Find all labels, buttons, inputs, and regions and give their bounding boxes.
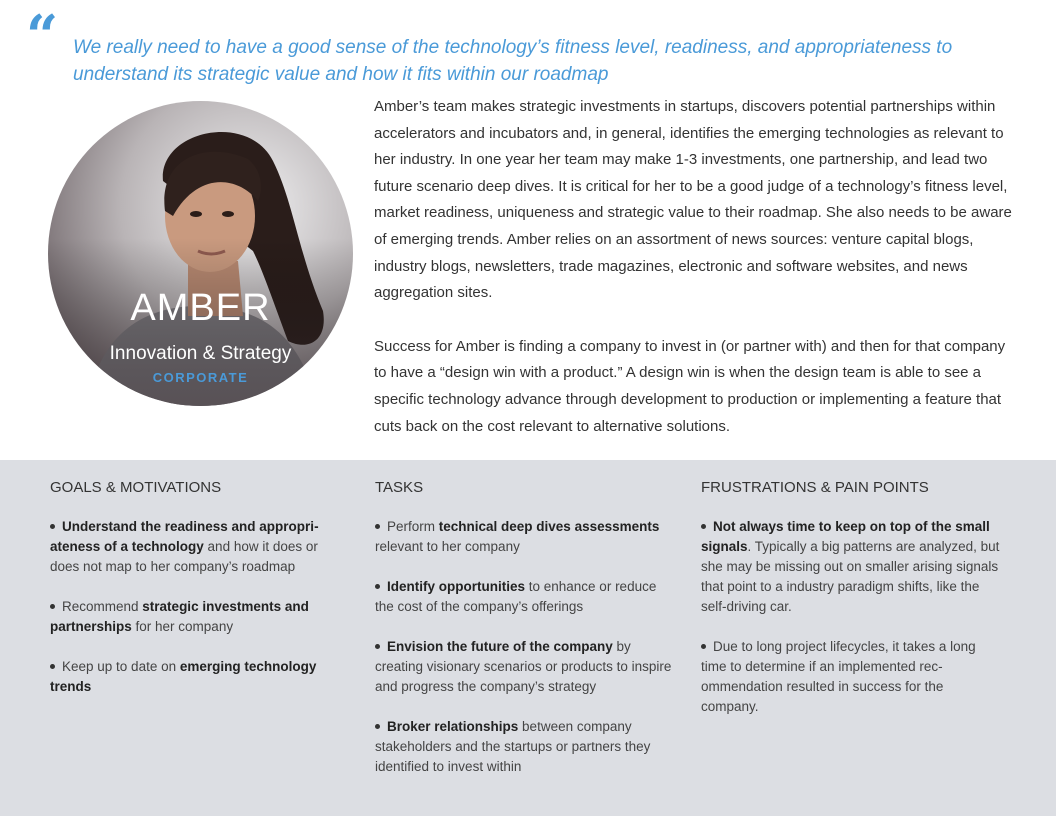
item-emphasis: strategic investments and partnerships xyxy=(50,599,309,634)
persona-bio xyxy=(374,94,1014,467)
bullet-icon xyxy=(375,724,380,729)
list-item xyxy=(50,517,350,577)
goals-column xyxy=(50,479,350,717)
item-emphasis: emerging technology trends xyxy=(50,659,317,694)
list-item xyxy=(50,657,350,697)
bio-paragraph: Success for Amber is finding a company to invest in (or partner with) and then for that company to have a “design win with a product.” A design win is when the design team is able to see a specific technology advance through development to production or implementing a feature that cuts back on the cost relevant to alternative solutions. xyxy=(374,337,1006,435)
persona-tag: CORPORATE xyxy=(152,370,249,385)
bullet-icon xyxy=(50,524,55,529)
bio-paragraph: Amber’s team makes strategic investments in startups, discovers potential partnerships within accelerators and incubators and, in general, identifies the emerging technologies as relevant to her industry. In one year her team may make 1-3 investments, one partnership, and lead two future scenario deep dives. It is critical for her to be a good judge of a technology’s fitness level, market readiness, uniqueness and strategic value to their roadmap. She also needs to be aware of emerging trends. Amber relies on an assortment of news sources: venture capital blogs, industry blogs, newsletters, trade magazines, electronic and software websites, and news aggregation sites. xyxy=(374,98,1012,302)
item-emphasis: technical deep dives assessments xyxy=(438,519,660,534)
tasks-heading: TASKS xyxy=(375,479,424,496)
item-emphasis: Understand the readiness and appropriateness of a technology xyxy=(50,519,319,554)
bullet-icon xyxy=(701,644,706,649)
item-text: . Typically a big patterns are analyzed, but she may be missing out on smaller arising signals that point to a industry paradigm shifts, like the self-driving car. xyxy=(701,539,1000,614)
bullet-icon xyxy=(375,584,380,589)
list-item xyxy=(50,597,350,637)
item-text: by creating visionary scenarios or products to inspire and progress the company’s strategy xyxy=(375,639,672,694)
item-emphasis: Not always time to keep on top of the small signals xyxy=(701,519,990,554)
item-text: between company stakeholders and the startups or partners they identified to invest within xyxy=(375,719,651,774)
item-emphasis: Envision the future of the company xyxy=(387,639,613,654)
frustrations-column xyxy=(701,479,1001,737)
bullet-icon xyxy=(701,524,706,529)
list-item xyxy=(375,577,675,617)
list-item xyxy=(375,637,675,697)
persona-portrait xyxy=(48,101,353,406)
item-text: Keep up to date on xyxy=(62,659,180,674)
list-item xyxy=(375,517,675,557)
item-text: Perform xyxy=(387,519,439,534)
details-panel xyxy=(0,460,1056,816)
bullet-icon xyxy=(375,644,380,649)
list-item xyxy=(375,717,675,777)
bullet-icon xyxy=(50,664,55,669)
frustrations-heading: FRUSTRATIONS & PAIN POINTS xyxy=(701,479,929,496)
tasks-column xyxy=(375,479,675,797)
bullet-icon xyxy=(375,524,380,529)
item-text: relevant to her company xyxy=(375,539,520,554)
item-text: to enhance or reduce the cost of the company’s offerings xyxy=(375,579,657,614)
item-text: Recommend xyxy=(62,599,143,614)
item-text: for her company xyxy=(131,619,234,634)
list-item xyxy=(701,637,1001,717)
item-text: Due to xyxy=(713,639,757,654)
item-text: and how it does or does not map to her company’s roadmap xyxy=(50,539,318,574)
goals-heading: GOALS & MOTIVATIONS xyxy=(50,479,222,496)
list-item xyxy=(701,517,1001,617)
item-text: long project lifecycles, it takes a long time to determine if an implemented recommendation resulted in success for the company. xyxy=(701,639,976,714)
item-emphasis: Identify opportunities xyxy=(387,579,525,594)
persona-name: AMBER xyxy=(130,287,271,329)
persona-role: Innovation & Strategy xyxy=(109,343,292,364)
item-emphasis: Broker relationships xyxy=(387,719,519,734)
bullet-icon xyxy=(50,604,55,609)
quote-mark: “ xyxy=(26,3,59,69)
persona-quote: We really need to have a good sense of the technology’s fitness level, readiness, and appropriateness to understand its strategic value and how it fits within our roadmap xyxy=(73,37,953,85)
